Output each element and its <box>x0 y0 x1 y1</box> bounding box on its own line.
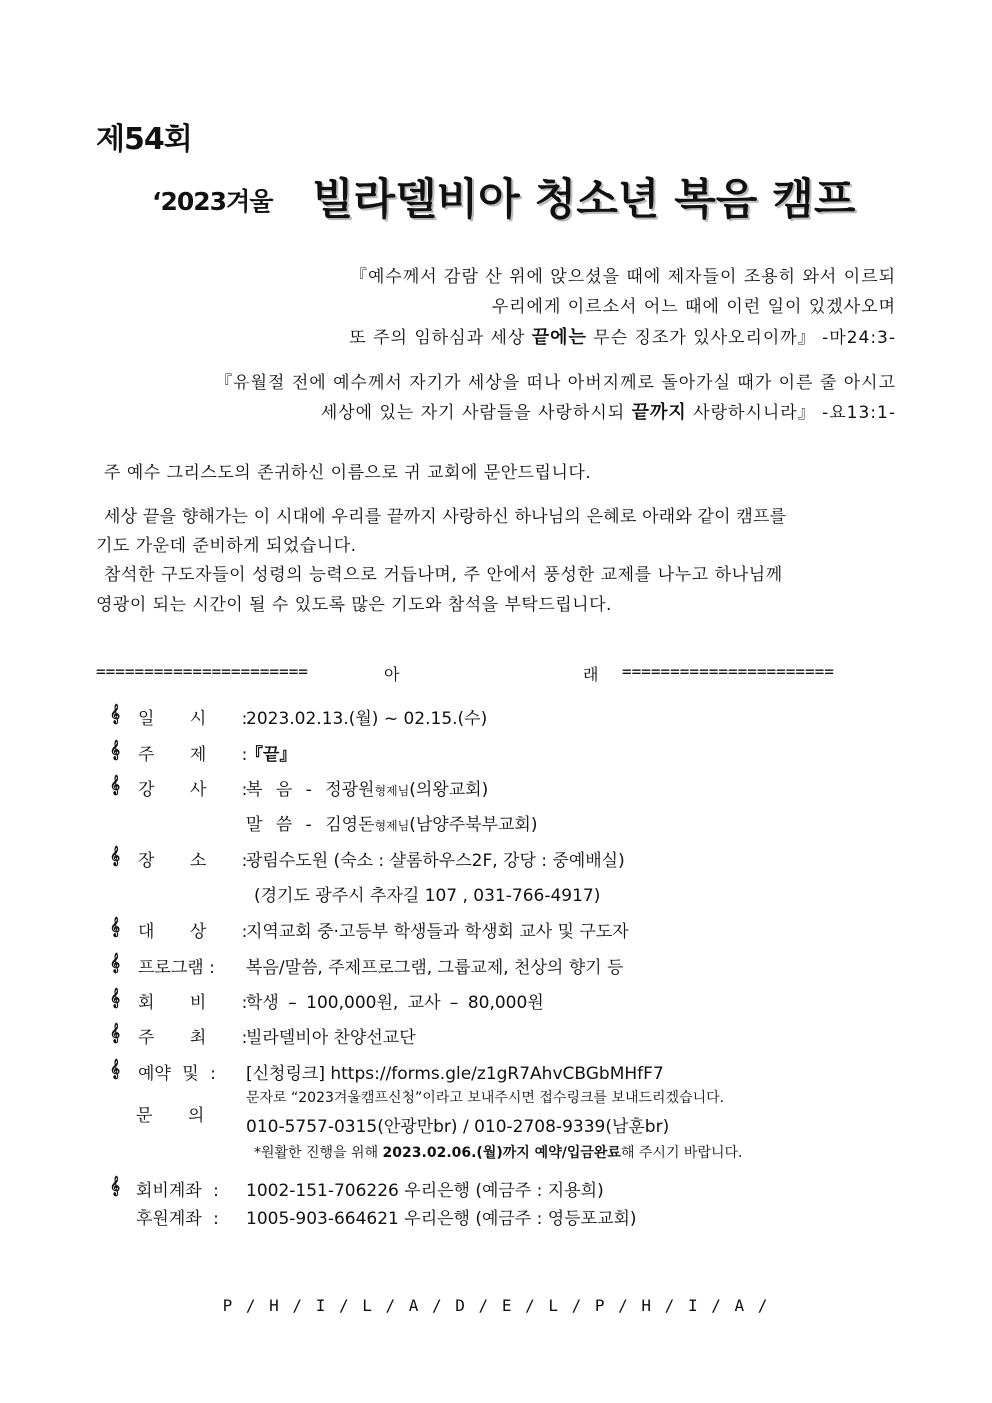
speaker-label: 강 사 : <box>138 780 248 800</box>
body-p1-line1: 세상 끝을 향해가는 이 시대에 우리를 끝까지 사랑하신 하나님의 은혜로 아래와 같이 캠프를 <box>104 507 787 527</box>
verse2-line2-pre: 세상에 있는 자기 사람들을 사랑하시되 <box>320 403 632 423</box>
detail-theme <box>110 740 910 764</box>
detail-speaker <box>110 775 910 799</box>
place-line1: 광림수도원 (숙소 : 샬롬하우스2F, 강당 : 중예배실) <box>246 851 625 871</box>
verse2-line2-post: 사랑하시니라』 -요13:1- <box>686 403 896 423</box>
treble-clef-icon: 𝄞 <box>110 953 121 973</box>
fee-account-value: 1002-151-706226 우리은행 (예금주 : 지용희) <box>246 1181 604 1201</box>
verse1-line3-pre: 또 주의 임하심과 세상 <box>349 328 532 348</box>
treble-clef-icon: 𝄞 <box>110 740 121 760</box>
verse2-emphasis: 끝까지 <box>631 402 687 423</box>
speaker-line1 <box>246 775 488 800</box>
greeting: 주 예수 그리스도의 존귀하신 이름으로 귀 교회에 문안드립니다. <box>104 463 592 483</box>
detail-place-2 <box>110 881 910 905</box>
edition-label: 제54회 <box>96 122 192 157</box>
detail-reservation-sms <box>110 1087 910 1109</box>
verse1-line2: 우리에게 이르소서 어느 때에 이런 일이 있겠사오며 <box>491 297 896 317</box>
inquiry-label: 문 의 <box>136 1106 205 1126</box>
fee-account-label: 회비계좌 : <box>136 1181 219 1201</box>
detail-fee <box>110 988 910 1012</box>
detail-account <box>110 1176 910 1200</box>
body-p2-line2: 영광이 되는 시간이 될 수 있도록 많은 기도와 참석을 부탁드립니다. <box>96 595 612 615</box>
place-line2: (경기도 광주시 추자길 107 , 031-766-4917) <box>254 886 601 906</box>
separator-right: ====================== <box>622 662 834 681</box>
target-label: 대 상 : <box>138 922 248 942</box>
detail-account-2 <box>110 1204 910 1228</box>
fee-label: 회 비 : <box>138 993 248 1013</box>
detail-place <box>110 846 910 870</box>
verse1-line3-post: 무슨 징조가 있사오리이까』 -마24:3- <box>586 328 896 348</box>
detail-date <box>110 704 910 728</box>
treble-clef-icon: 𝄞 <box>110 1023 121 1043</box>
program-value: 복음/말씀, 주제프로그램, 그룹교제, 천상의 향기 등 <box>246 958 624 978</box>
detail-host <box>110 1023 910 1047</box>
reservation-sms: 문자로 “2023겨울캠프신청”이라고 보내주시면 접수링크를 보내드리겠습니다. <box>246 1090 725 1106</box>
note-post: 해 주시기 바랍니다. <box>620 1145 743 1161</box>
treble-clef-icon: 𝄞 <box>110 846 121 866</box>
verse2-line2 <box>321 398 896 424</box>
treble-clef-icon: 𝄞 <box>110 917 121 937</box>
reservation-label: 예약 및 : <box>138 1064 216 1084</box>
speaker2-role-name: 말 씀 - 김영돈 <box>246 815 375 835</box>
place-label: 장 소 : <box>138 851 248 871</box>
program-label: 프로그램 : <box>138 958 215 978</box>
host-label: 주 최 : <box>138 1028 248 1048</box>
date-value: 2023.02.13.(월) ~ 02.15.(수) <box>246 709 488 729</box>
host-value: 빌라델비아 찬양선교단 <box>246 1028 416 1048</box>
speaker1-title: 형제님 <box>374 784 410 798</box>
treble-clef-icon: 𝄞 <box>110 988 121 1008</box>
separator-left: ====================== <box>96 662 308 681</box>
fee-value: 학생 – 100,000원, 교사 – 80,000원 <box>246 993 544 1013</box>
theme-value: 『끝』 <box>246 745 297 765</box>
speaker1-role-name: 복 음 - 정광원 <box>246 780 375 800</box>
reservation-link[interactable]: [신청링크] https://forms.gle/z1gR7AhvCBGbMHfF7 <box>246 1064 664 1084</box>
verse1-line1: 『예수께서 감람 산 위에 앉으셨을 때에 제자들이 조용히 와서 이르되 <box>349 267 896 287</box>
treble-clef-icon: 𝄞 <box>110 704 121 724</box>
verse1-emphasis: 끝에는 <box>531 327 587 348</box>
reservation-phones: 010-5757-0315(안광만br) / 010-2708-9339(남훈br) <box>246 1117 670 1137</box>
season-label: ‘2023겨울 <box>152 187 273 216</box>
camp-title: 빌라델비아 청소년 복음 캠프 <box>312 175 856 225</box>
date-label: 일 시 : <box>138 709 248 729</box>
detail-program <box>110 953 910 977</box>
separator-ah: 아 <box>384 665 400 684</box>
verse1-line3 <box>349 323 896 349</box>
speaker1-church: (의왕교회) <box>409 780 489 800</box>
separator-rae: 래 <box>583 665 599 684</box>
footer-philadelphia: P / H / I / L / A / D / E / L / P / H / I / A / <box>222 1296 770 1315</box>
speaker2-church: (남양주북부교회) <box>409 815 538 835</box>
note-deadline: 2023.02.06.(월)까지 예약/입금완료 <box>382 1145 621 1161</box>
treble-clef-icon: 𝄞 <box>110 775 121 795</box>
reservation-note <box>254 1142 742 1162</box>
body-p1-line2: 기도 가운데 준비하게 되었습니다. <box>96 536 357 556</box>
note-pre: *원활한 진행을 위해 <box>254 1145 383 1161</box>
speaker2-title: 형제님 <box>374 819 410 833</box>
treble-clef-icon: 𝄞 <box>110 1176 121 1196</box>
speaker-line2 <box>246 810 537 835</box>
verse2-line1: 『유월절 전에 예수께서 자기가 세상을 떠나 아버지께로 돌아가실 때가 이른 줄 아시고 <box>215 373 896 393</box>
support-account-value: 1005-903-664621 우리은행 (예금주 : 영등포교회) <box>246 1209 637 1229</box>
detail-reservation <box>110 1059 910 1083</box>
support-account-label: 후원계좌 : <box>136 1209 219 1229</box>
body-p2-line1: 참석한 구도자들이 성령의 능력으로 거듭나며, 주 안에서 풍성한 교제를 나누고 하나님께 <box>104 565 783 585</box>
treble-clef-icon: 𝄞 <box>110 1059 121 1079</box>
target-value: 지역교회 중·고등부 학생들과 학생회 교사 및 구도자 <box>246 922 629 942</box>
detail-speaker-2 <box>110 810 910 834</box>
theme-label: 주 제 : <box>138 745 248 765</box>
detail-target <box>110 917 910 941</box>
detail-reservation-phones <box>110 1112 910 1136</box>
detail-reservation-note <box>110 1142 910 1164</box>
